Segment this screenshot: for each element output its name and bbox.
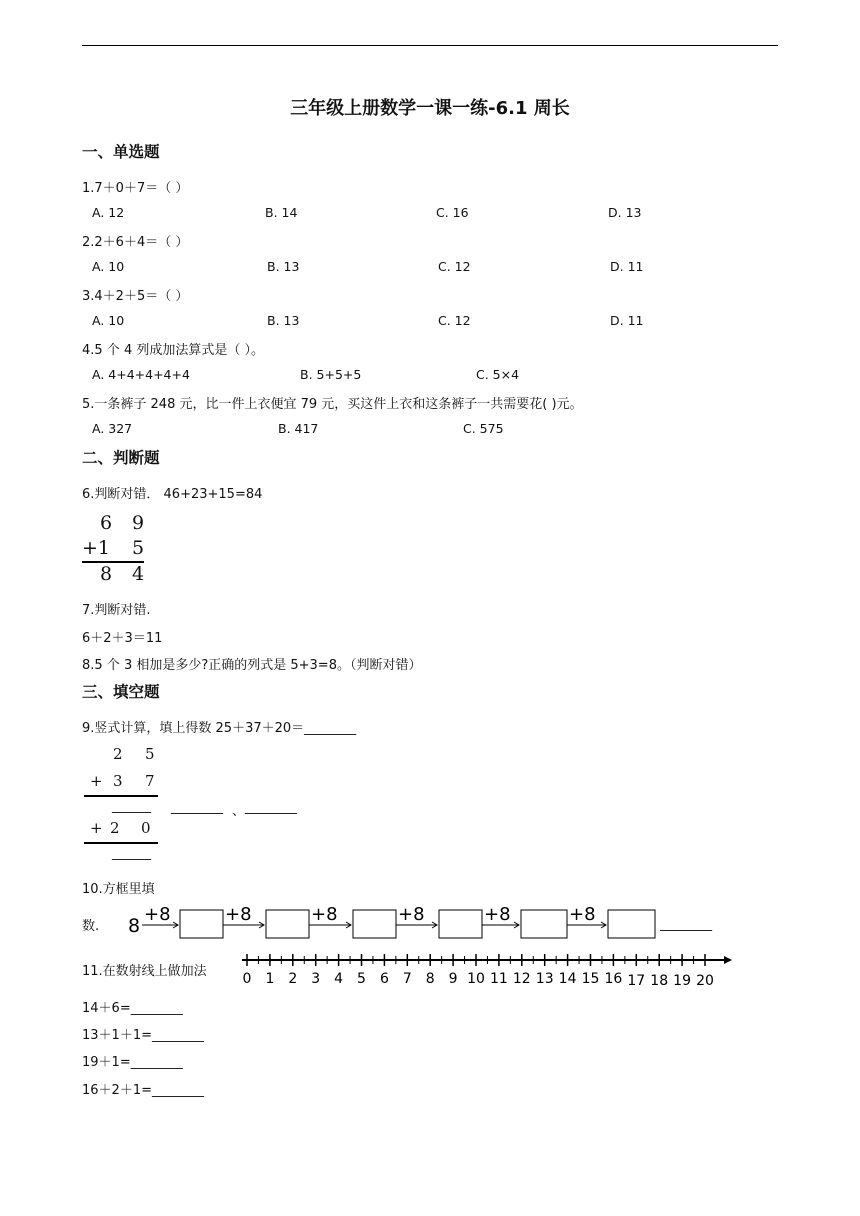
q5-option-b[interactable]: B. 417 bbox=[278, 421, 319, 436]
number-line-tick-label: 1 bbox=[265, 971, 275, 987]
q3-option-b[interactable]: B. 13 bbox=[267, 313, 300, 328]
number-line-tick-label: 3 bbox=[311, 971, 321, 987]
q4-option-c[interactable]: C. 5×4 bbox=[476, 367, 520, 382]
q10-chain-steps bbox=[142, 904, 655, 938]
q1-option-c[interactable]: C. 16 bbox=[436, 205, 469, 220]
q7-expression: 6＋2＋3＝11 bbox=[82, 631, 163, 646]
q3-option-c[interactable]: C. 12 bbox=[438, 313, 471, 328]
q5-option-c[interactable]: C. 575 bbox=[463, 421, 504, 436]
q10-step-label: +8 bbox=[484, 904, 511, 925]
question-6: 6.判断对错． 46+23+15=84 bbox=[82, 487, 263, 502]
page-title: 三年级上册数学一课一练-6.1 周长 bbox=[290, 98, 570, 119]
q10-answer-box[interactable] bbox=[521, 910, 567, 938]
q1-option-a[interactable]: A. 12 bbox=[92, 205, 125, 220]
q6-operator: +1 bbox=[82, 537, 111, 559]
q2-option-c[interactable]: C. 12 bbox=[438, 259, 471, 274]
section-heading-single-choice: 一、单选题 bbox=[82, 143, 160, 161]
q10-step-label: +8 bbox=[569, 904, 596, 925]
q9-digit: 2 bbox=[113, 745, 123, 763]
q10-start-number: 8 bbox=[128, 915, 141, 937]
q11-expression-4[interactable]: 16＋2＋1=________ bbox=[82, 1083, 204, 1098]
question-7: 7.判断对错. bbox=[82, 603, 151, 618]
question-8: 8.5 个 3 相加是多少?正确的列式是 5+3=8。（判断对错） bbox=[82, 658, 422, 673]
q2-option-a[interactable]: A. 10 bbox=[92, 259, 125, 274]
q10-answer-box[interactable] bbox=[266, 910, 309, 938]
q3-option-a[interactable]: A. 10 bbox=[92, 313, 125, 328]
q9-partial-blank[interactable]: ______ bbox=[112, 799, 151, 814]
q6-digit: 5 bbox=[132, 537, 145, 559]
number-line-tick-label: 8 bbox=[425, 971, 435, 987]
q9-digit: 2 bbox=[110, 819, 120, 837]
number-line-tick-label: 5 bbox=[357, 971, 366, 987]
q9-digit: 3 bbox=[113, 772, 123, 790]
q9-line bbox=[84, 842, 158, 844]
q11-expression-2[interactable]: 13＋1＋1=________ bbox=[82, 1028, 204, 1043]
q10-step-label: +8 bbox=[225, 904, 252, 925]
number-line-tick-label: 2 bbox=[288, 971, 298, 987]
q3-option-d[interactable]: D. 11 bbox=[610, 313, 644, 328]
q4-option-b[interactable]: B. 5+5+5 bbox=[300, 367, 362, 382]
q10-step-label: +8 bbox=[144, 904, 171, 925]
q10-answer-box[interactable] bbox=[439, 910, 482, 938]
q6-digit: 8 bbox=[100, 563, 113, 585]
q6-digit: 9 bbox=[132, 512, 145, 534]
number-line-tick-label: 11 bbox=[489, 971, 508, 987]
q6-digit: 6 bbox=[100, 512, 113, 534]
question-9: 9.竖式计算，填上得数 25＋37＋20＝________ bbox=[82, 721, 357, 736]
question-1: 1.7＋0＋7＝（ ） bbox=[82, 181, 189, 196]
q9-digit: 5 bbox=[145, 745, 155, 763]
number-line-tick-label: 14 bbox=[558, 971, 577, 987]
number-line-tick-label: 20 bbox=[696, 973, 714, 989]
number-line-tick-label: 9 bbox=[448, 971, 458, 987]
section-heading-fill-blank: 三、填空题 bbox=[82, 683, 160, 701]
number-line-tick-label: 10 bbox=[467, 971, 485, 987]
q10-addition-chain bbox=[120, 898, 730, 946]
number-line-tick-label: 15 bbox=[581, 971, 600, 987]
q9-answer-blank-1[interactable]: ________ bbox=[171, 800, 223, 815]
number-line-tick-label: 7 bbox=[402, 971, 412, 987]
q9-line bbox=[84, 795, 158, 797]
q2-option-d[interactable]: D. 11 bbox=[610, 259, 644, 274]
q10-answer-box[interactable] bbox=[608, 910, 655, 938]
q10-answer-box[interactable] bbox=[353, 910, 396, 938]
question-11: 11.在数射线上做加法 bbox=[82, 964, 207, 979]
q4-option-a[interactable]: A. 4+4+4+4+4 bbox=[92, 367, 190, 382]
number-line-tick-label: 18 bbox=[650, 973, 669, 989]
number-line-arrowhead bbox=[724, 956, 732, 964]
q9-operator: + bbox=[90, 819, 103, 837]
q9-sum-blank[interactable]: ______ bbox=[112, 846, 151, 861]
number-line-tick-label: 13 bbox=[535, 971, 554, 987]
question-10-cont: 数. bbox=[82, 919, 100, 934]
q9-operator: + bbox=[90, 772, 103, 790]
q10-step-label: +8 bbox=[311, 904, 338, 925]
q9-answer-blank-2[interactable]: ________ bbox=[245, 800, 297, 815]
q1-option-d[interactable]: D. 13 bbox=[608, 205, 642, 220]
number-line-tick-label: 17 bbox=[627, 973, 646, 989]
number-line-marks bbox=[242, 954, 732, 989]
q9-digit: 7 bbox=[145, 772, 155, 790]
number-line-tick-label: 6 bbox=[379, 971, 389, 987]
q9-separator: 、 bbox=[232, 804, 246, 819]
number-line-tick-label: 19 bbox=[673, 973, 692, 989]
q11-expression-3[interactable]: 19＋1=________ bbox=[82, 1055, 183, 1070]
question-2: 2.2＋6＋4＝（ ） bbox=[82, 235, 189, 250]
q11-expression-1[interactable]: 14＋6=________ bbox=[82, 1001, 183, 1016]
question-10: 10.方框里填 bbox=[82, 882, 155, 897]
q10-answer-box[interactable] bbox=[180, 910, 223, 938]
number-line-tick-label: 0 bbox=[242, 971, 252, 987]
q9-digit: 0 bbox=[141, 819, 151, 837]
q1-option-b[interactable]: B. 14 bbox=[265, 205, 298, 220]
q10-step-label: +8 bbox=[398, 904, 425, 925]
number-line-tick-label: 4 bbox=[334, 971, 344, 987]
number-line-tick-label: 12 bbox=[512, 971, 531, 987]
question-5: 5.一条裤子 248 元，比一件上衣便宜 79 元，买这件上衣和这条裤子一共需要花( )元。 bbox=[82, 397, 583, 412]
number-line bbox=[238, 948, 738, 990]
question-4: 4.5 个 4 列成加法算式是（ ）。 bbox=[82, 343, 264, 358]
section-heading-true-false: 二、判断题 bbox=[82, 449, 160, 467]
q5-option-a[interactable]: A. 327 bbox=[92, 421, 133, 436]
q6-digit: 4 bbox=[132, 563, 145, 585]
q10-final-blank[interactable]: ________ bbox=[660, 917, 712, 932]
top-rule bbox=[82, 45, 778, 46]
q2-option-b[interactable]: B. 13 bbox=[267, 259, 300, 274]
question-3: 3.4＋2＋5＝（ ） bbox=[82, 289, 189, 304]
number-line-tick-label: 16 bbox=[604, 971, 623, 987]
